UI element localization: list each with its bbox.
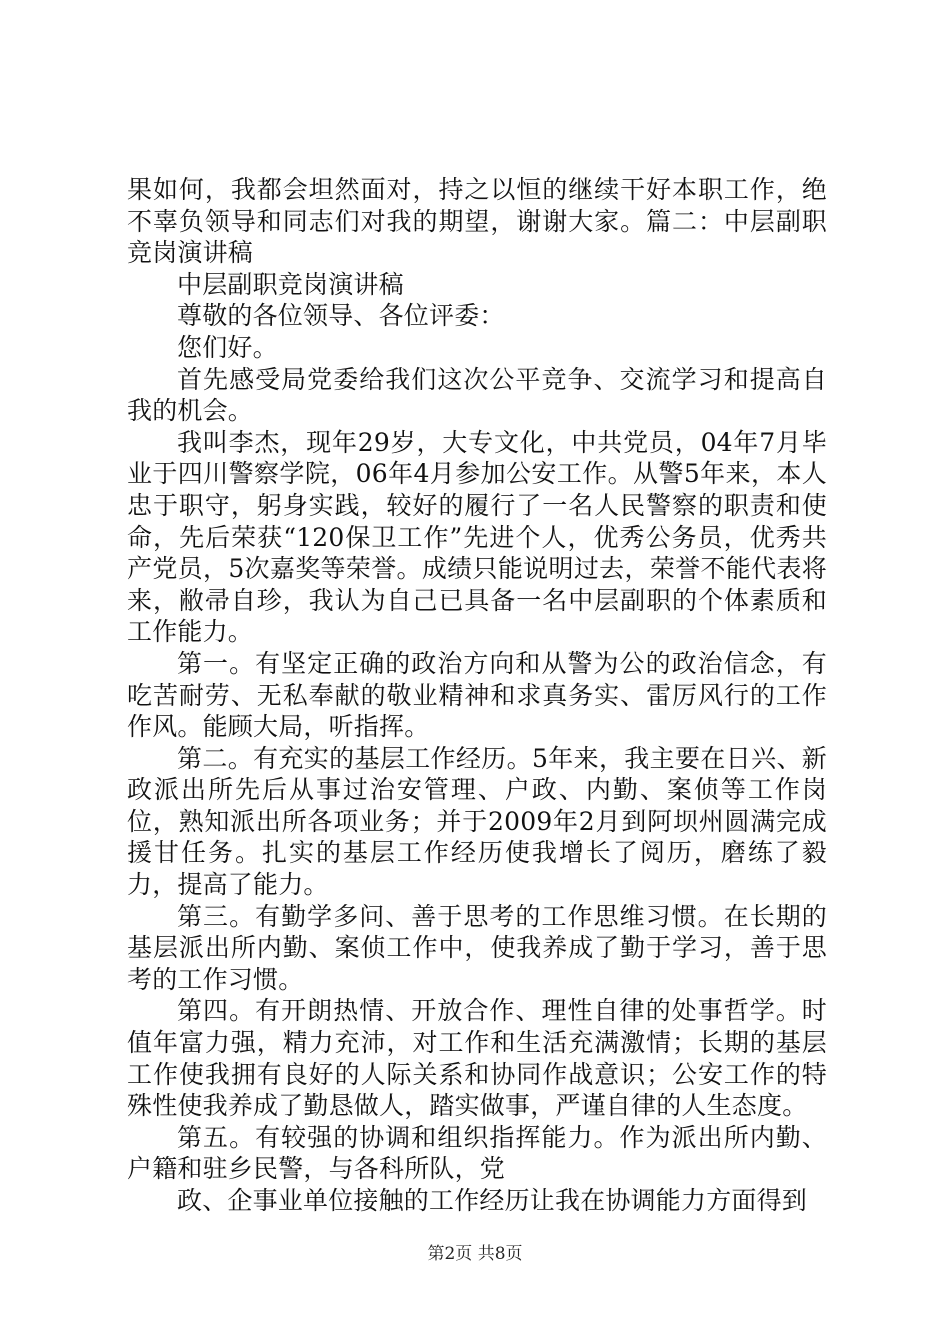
paragraph-point-four: 第四。有开朗热情、开放合作、理性自律的处事哲学。时值年富力强，精力充沛，对工作和生活充满激情；长期的基层工作使我拥有良好的人际关系和协同作战意识；公安工作的特殊性使我养成了勤恳做人，踏实做事，严谨自律的人生态度。 <box>127 996 827 1121</box>
document-body <box>127 174 827 1217</box>
paragraph-point-two: 第二。有充实的基层工作经历。5年来，我主要在日兴、新政派出所先后从事过治安管理、户政、内勤、案侦等工作岗位，熟知派出所各项业务；并于2009年2月到阿坝州圆满完成援甘任务。扎实的基层工作经历使我增长了阅历，磨练了毅力，提高了能力。 <box>127 743 827 900</box>
page-number-footer: 第2页 共8页 <box>427 1244 523 1264</box>
paragraph-point-three: 第三。有勤学多问、善于思考的工作思维习惯。在长期的基层派出所内勤、案侦工作中，使我养成了勤于学习，善于思考的工作习惯。 <box>127 901 827 994</box>
paragraph-thanks: 首先感受局党委给我们这次公平竞争、交流学习和提高自我的机会。 <box>127 364 827 426</box>
paragraph-salutation: 尊敬的各位领导、各位评委： <box>177 301 505 331</box>
paragraph-title: 中层副职竞岗演讲稿 <box>177 269 404 299</box>
paragraph-point-one: 第一。有坚定正确的政治方向和从警为公的政治信念，有吃苦耐劳、无私奉献的敬业精神和求真务实、雷厉风行的工作作风。能顾大局，听指挥。 <box>127 648 827 742</box>
paragraph-continuation: 果如何，我都会坦然面对，持之以恒的继续干好本职工作，绝不辜负领导和同志们对我的期望，谢谢大家。篇二：中层副职竞岗演讲稿 <box>127 175 827 268</box>
paragraph-greeting: 您们好。 <box>177 332 278 362</box>
paragraph-self-intro: 我叫李杰，现年29岁，大专文化，中共党员，04年7月毕业于四川警察学院，06年4月参加公安工作。从警5年来，本人忠于职守，躬身实践，较好的履行了一名人民警察的职责和使命，先后荣获“120保卫工作”先进个人，优秀公务员，优秀共产党员，5次嘉奖等荣誉。成绩只能说明过去，荣誉不能代表将来，敝帚自珍，我认为自己已具备一名中层副职的个体素质和工作能力。 <box>127 427 827 647</box>
paragraph-point-five: 第五。有较强的协调和组织指挥能力。作为派出所内勤、户籍和驻乡民警，与各科所队，党 <box>127 1122 827 1184</box>
paragraph-point-five-cont: 政、企事业单位接触的工作经历让我在协调能力方面得到 <box>177 1186 808 1215</box>
